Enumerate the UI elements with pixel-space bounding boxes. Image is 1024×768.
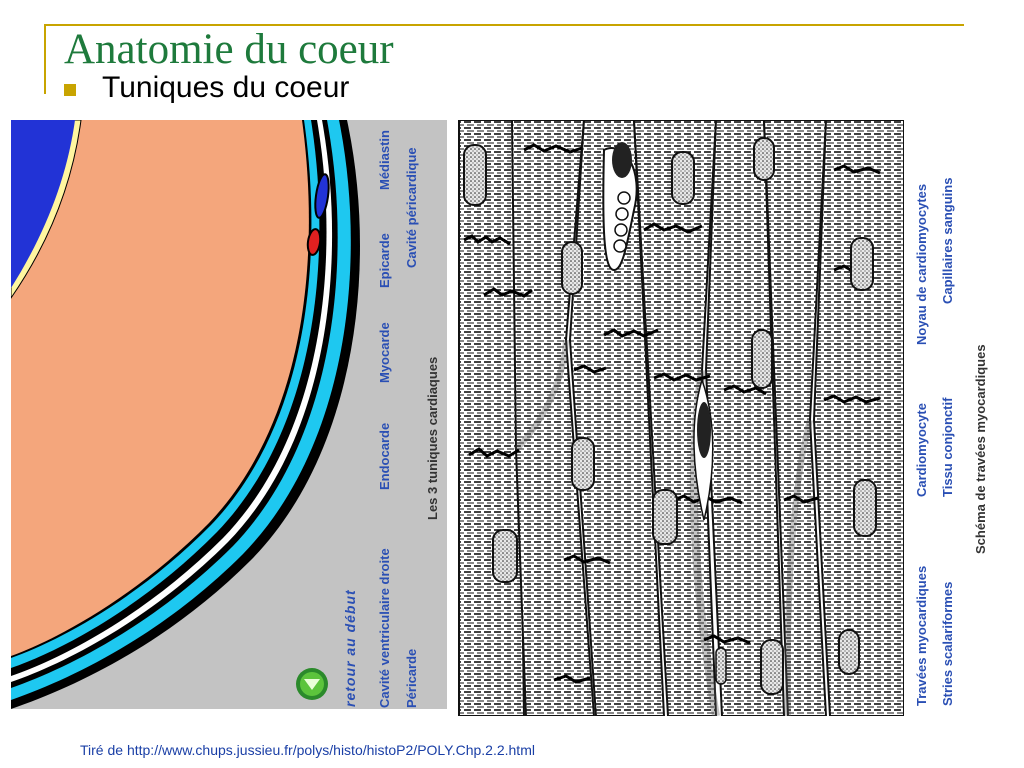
nucleus [716, 648, 726, 684]
slide-title: Anatomie du coeur [64, 26, 394, 73]
left-label-pericarde: Péricarde [404, 648, 419, 708]
left-label-myocarde: Myocarde [377, 322, 392, 383]
left-label-mediastin: Médiastin [377, 130, 392, 190]
right-label-cardiomyocyte: Cardiomyocyte [914, 403, 929, 497]
left-label-epicarde: Epicarde [377, 233, 392, 288]
nucleus [851, 238, 873, 290]
bullet-text: Tuniques du coeur [102, 71, 350, 104]
nucleus [572, 438, 594, 490]
nucleus [562, 242, 582, 294]
right-figure-title: Schéma de travées myocardiques [973, 344, 988, 554]
left-label-endocarde: Endocarde [377, 422, 392, 490]
nucleus [493, 530, 517, 582]
retour-au-debut-link[interactable]: retour au début [342, 589, 358, 707]
source-caption [80, 742, 535, 758]
nucleus [754, 138, 774, 180]
left-figure-title: Les 3 tuniques cardiaques [425, 356, 440, 520]
nucleus [752, 330, 772, 388]
bullet-square-icon [64, 84, 76, 96]
fibroblast-nucleus [697, 402, 711, 458]
right-label-travees: Travées myocardiques [914, 565, 929, 706]
left-label-cavite-ventriculaire: Cavité ventriculaire droite [377, 548, 392, 708]
right-label-capillaires: Capillaires sanguins [940, 177, 955, 304]
nucleus [464, 145, 486, 205]
myocardial-trabeculae-figure [454, 120, 904, 716]
title-accent-bar [44, 24, 46, 94]
left-label-cavite-pericardique: Cavité péricardique [404, 147, 419, 268]
nucleus [854, 480, 876, 536]
source-link[interactable]: http://www.chups.jussieu.fr/polys/histo/histoP2/POLY.Chp.2.2.html [126, 742, 535, 758]
right-label-stries: Stries scalariformes [940, 581, 955, 706]
capillary-nucleus [612, 142, 632, 178]
fiber [814, 120, 904, 716]
right-label-tissu: Tissu conjonctif [940, 397, 955, 497]
nucleus [839, 630, 859, 674]
nucleus [761, 640, 783, 694]
right-label-noyau: Noyau de cardiomyocytes [914, 183, 929, 345]
source-prefix: Tiré de [80, 742, 124, 758]
nucleus [672, 152, 694, 204]
nucleus [653, 490, 677, 544]
